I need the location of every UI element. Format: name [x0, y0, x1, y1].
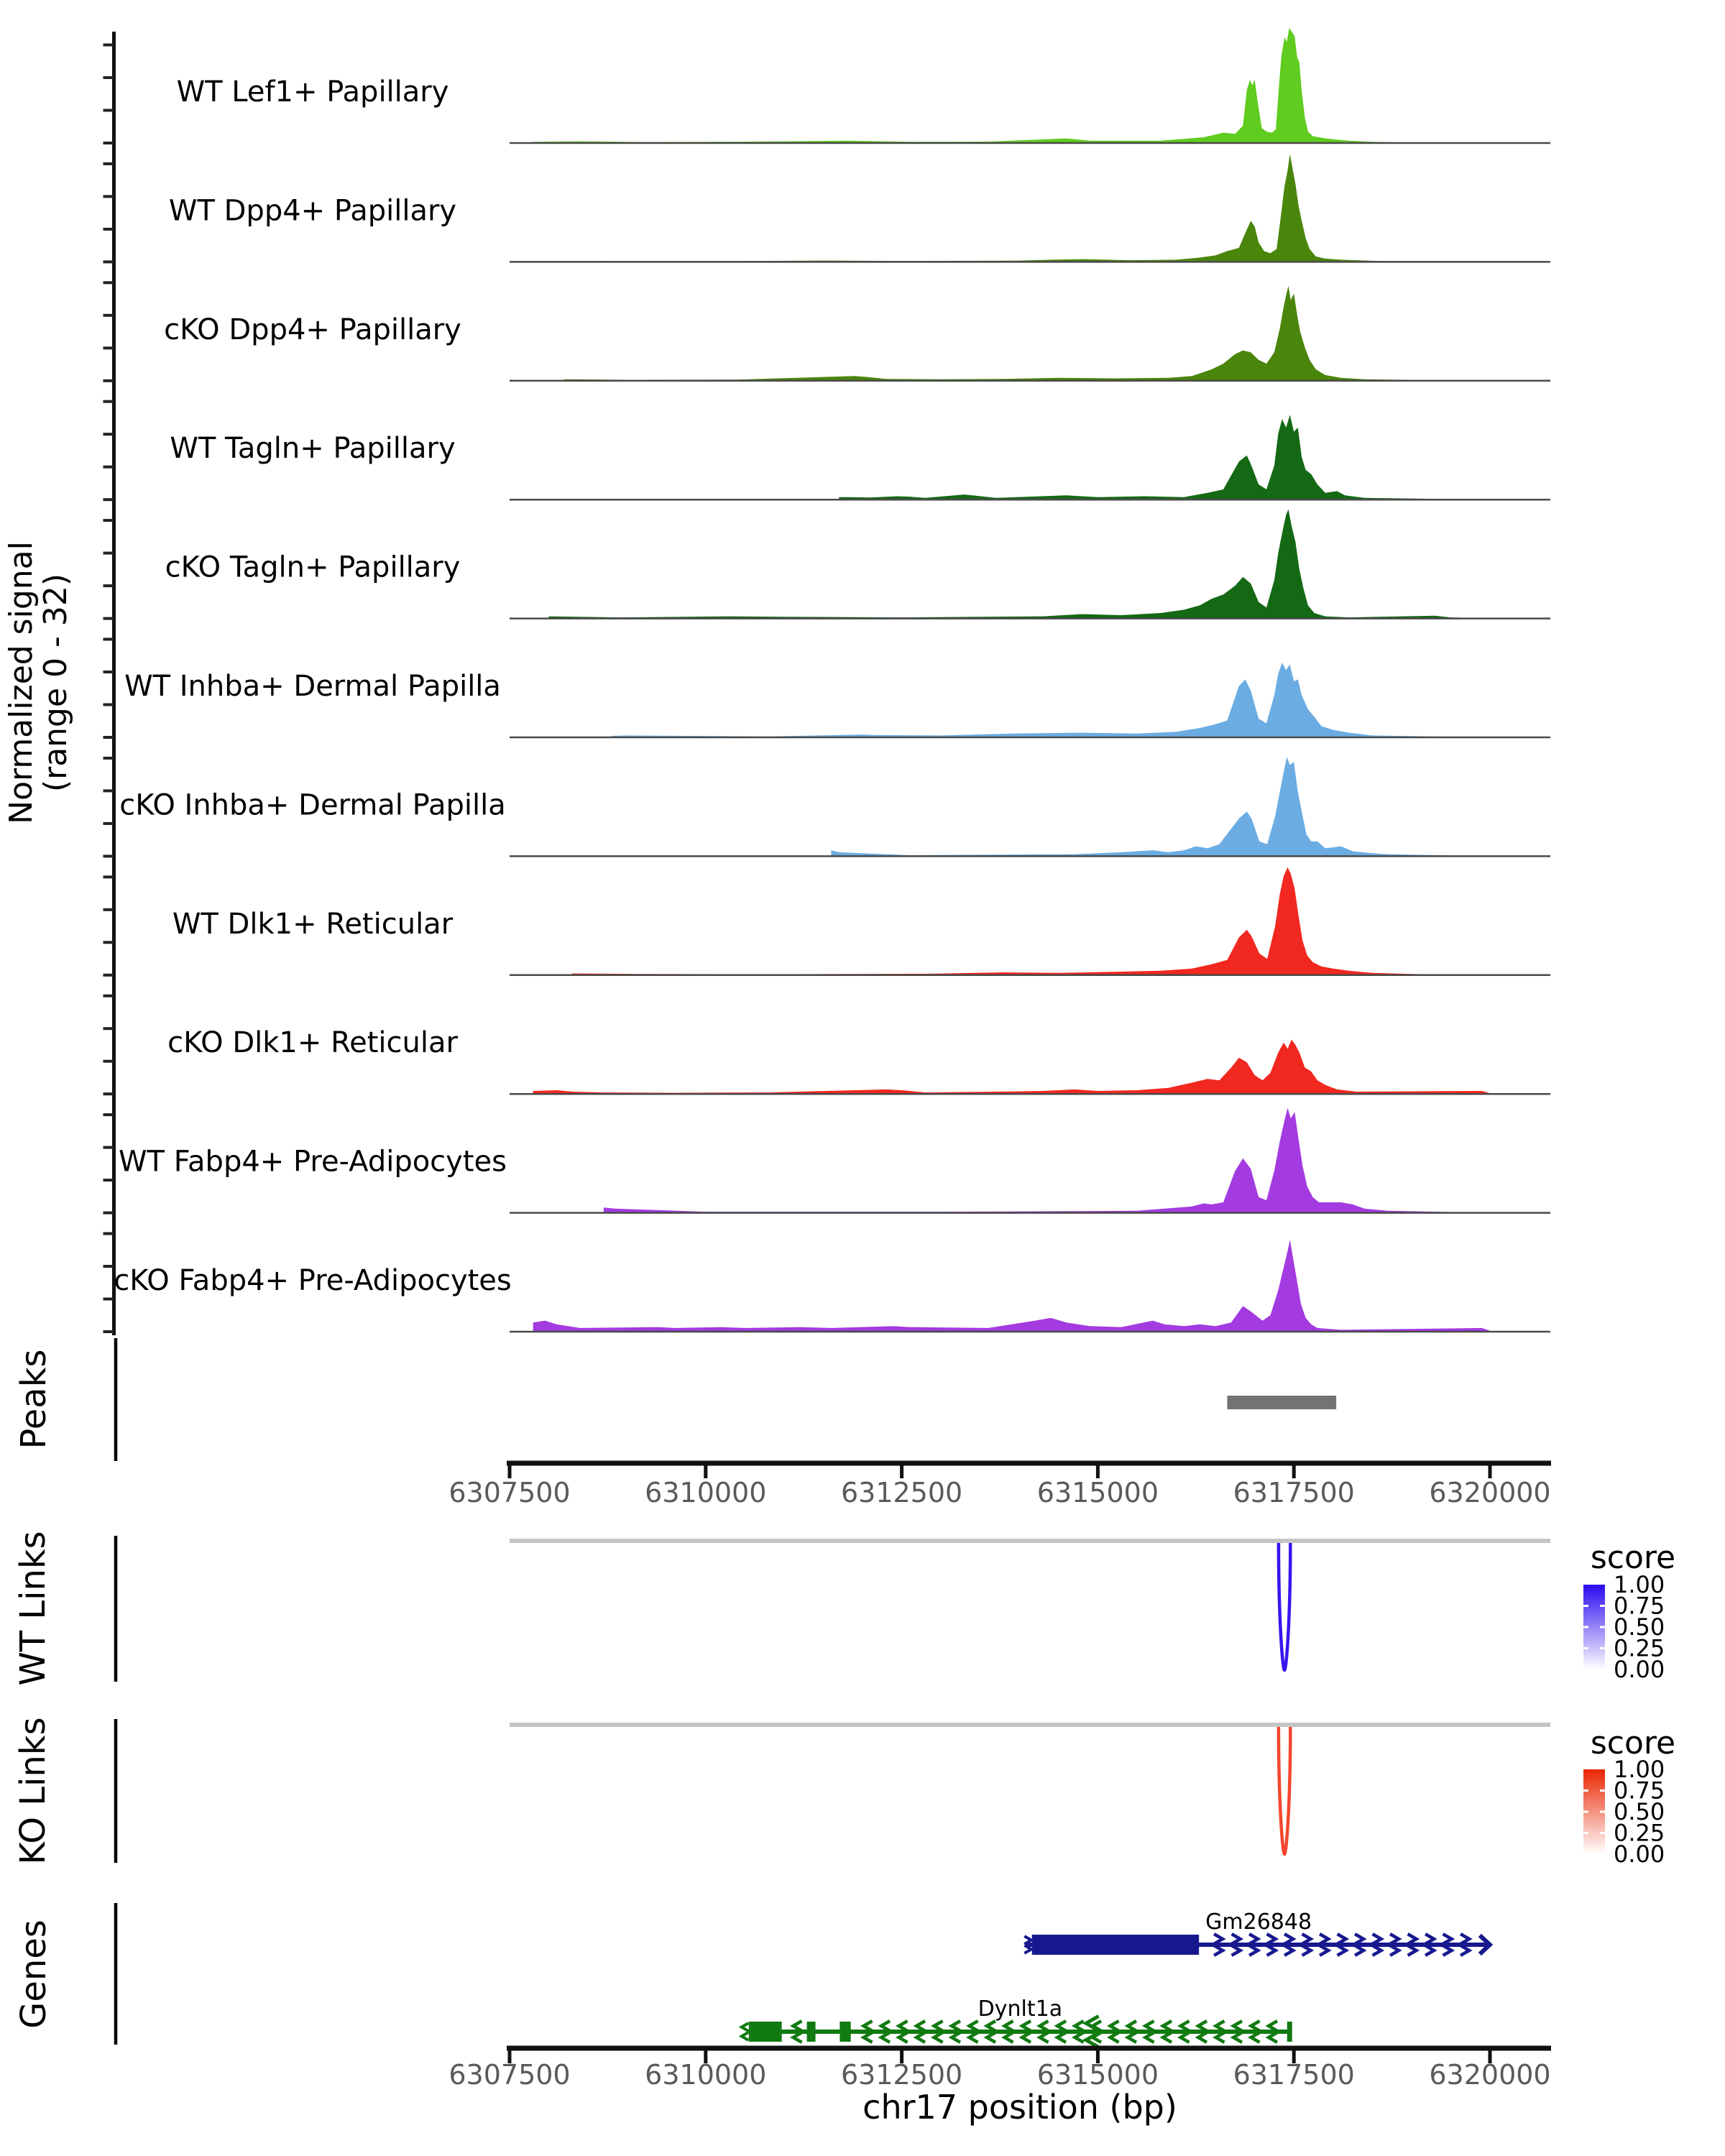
x-axis-title: chr17 position (bp): [862, 2088, 1177, 2127]
gene-strand-chevron: [1443, 1945, 1452, 1955]
gene-strand-chevron: [1110, 2021, 1119, 2031]
gene-strand-chevron: [1338, 1945, 1346, 1955]
track-label-2: WT Dpp4+ Papillary: [168, 194, 457, 228]
upper-position-axis: [448, 1463, 1551, 1508]
gene-strand-chevron: [1057, 2032, 1066, 2042]
score-tick-label: 0.00: [1614, 1841, 1665, 1868]
gene-strand-chevron: [1320, 1934, 1328, 1944]
track-label-3: cKO Dpp4+ Papillary: [164, 313, 461, 346]
gene-strand-chevron: [952, 2032, 960, 2042]
gene-strand-chevron: [916, 2032, 925, 2042]
gene-strand-chevron: [1460, 1934, 1469, 1944]
peaks-section-label: Peaks: [14, 1349, 54, 1450]
coverage-area-8: [572, 867, 1490, 975]
track-label-10: WT Fabp4+ Pre-Adipocytes: [119, 1145, 507, 1179]
score-tick-label: 0.75: [1614, 1777, 1665, 1805]
gene-strand-chevron: [1251, 2032, 1260, 2042]
coverage-area-10: [604, 1108, 1490, 1213]
peak-region-bar: [1227, 1396, 1336, 1409]
score-tick-label: 1.00: [1614, 1756, 1665, 1783]
gene-strand-chevron: [1022, 2032, 1031, 2042]
gene-strand-chevron: [899, 2032, 908, 2042]
gene-strand-chevron: [1146, 2032, 1154, 2042]
coverage-area-6: [612, 663, 1490, 737]
axis-tick-label: 6307500: [448, 1477, 571, 1508]
gene-strand-chevron: [794, 2021, 802, 2031]
axis-tick-label: 6320000: [1429, 2059, 1551, 2091]
colorbar-notch: [1583, 1789, 1588, 1792]
coverage-area-7: [831, 757, 1490, 856]
link-loop-0: [1279, 1543, 1290, 1670]
gene-strand-chevron: [1075, 2021, 1084, 2031]
gene-strand-chevron: [1233, 2021, 1242, 2031]
gene-strand-chevron: [1249, 1945, 1258, 1955]
gene-strand-chevron: [1373, 1934, 1381, 1944]
score-tick-label: 0.00: [1614, 1656, 1665, 1683]
ko-score-legend-title: score: [1590, 1725, 1676, 1761]
axis-tick-label: 6317500: [1233, 2059, 1355, 2091]
gene-strand-chevron: [1214, 1945, 1223, 1955]
gene-label-Gm26848: Gm26848: [1205, 1909, 1312, 1935]
gene-strand-chevron: [1005, 2021, 1013, 2031]
gene-strand-chevron: [1302, 1934, 1311, 1944]
axis-tick-label: 6317500: [1233, 1477, 1355, 1508]
gene-strand-chevron: [1267, 1945, 1276, 1955]
axis-tick-label: 6315000: [1036, 1477, 1159, 1508]
gene-strand-chevron: [1267, 1934, 1276, 1944]
gene-strand-chevron: [1040, 2021, 1049, 2031]
gene-strand-chevron: [1390, 1945, 1399, 1955]
gene-strand-chevron: [1355, 1945, 1363, 1955]
axis-tick-label: 6307500: [448, 2059, 571, 2091]
gene-strand-chevron: [1251, 2021, 1260, 2031]
gene-strand-chevron: [1022, 2021, 1031, 2031]
gene-strand-chevron: [1269, 2032, 1277, 2042]
colorbar-notch: [1600, 1789, 1605, 1792]
gene-strand-chevron: [1443, 1934, 1452, 1944]
gene-strand-chevron: [916, 2021, 925, 2031]
gene-strand-chevron: [1128, 2021, 1136, 2031]
track-label-1: WT Lef1+ Papillary: [176, 75, 449, 109]
gene-strand-chevron: [934, 2021, 943, 2031]
gene-strand-chevron: [952, 2021, 960, 2031]
score-tick-label: 0.50: [1614, 1798, 1665, 1825]
gene-exon-Dynlt1a: [749, 2022, 782, 2042]
axis-tick-label: 6310000: [645, 2059, 767, 2091]
axis-tick-label: 6320000: [1429, 1477, 1551, 1508]
gene-strand-chevron: [899, 2021, 908, 2031]
coverage-area-3: [564, 286, 1490, 381]
gene-strand-chevron: [1057, 2021, 1066, 2031]
score-tick-label: 0.25: [1614, 1634, 1665, 1662]
lower-position-axis: [448, 2048, 1551, 2091]
gene-strand-chevron: [970, 2032, 978, 2042]
track-label-9: cKO Dlk1+ Reticular: [167, 1026, 458, 1060]
gene-strand-chevron: [1198, 2032, 1207, 2042]
gene-strand-chevron: [1214, 1934, 1223, 1944]
gene-strand-chevron: [1232, 1945, 1241, 1955]
y-axis-label-line2: (range 0 - 32): [37, 573, 74, 793]
axis-tick-label: 6312500: [840, 2059, 963, 2091]
gene-strand-chevron: [1408, 1934, 1417, 1944]
gene-strand-chevron: [1128, 2032, 1136, 2042]
gene-strand-chevron: [970, 2021, 978, 2031]
track-label-5: cKO Tagln+ Papillary: [165, 550, 461, 584]
gene-strand-chevron: [1390, 1934, 1399, 1944]
score-tick-label: 1.00: [1614, 1571, 1665, 1598]
gene-strand-chevron: [1284, 1934, 1293, 1944]
gene-strand-chevron: [1302, 1945, 1311, 1955]
score-tick-label: 0.50: [1614, 1613, 1665, 1641]
colorbar-notch: [1600, 1832, 1605, 1834]
score-tick-label: 0.75: [1614, 1592, 1665, 1620]
colorbar-notch: [1583, 1811, 1588, 1813]
gene-strand-chevron: [1146, 2021, 1154, 2031]
gene-strand-chevron: [1216, 2032, 1225, 2042]
colorbar-notch: [1583, 1605, 1588, 1607]
gene-strand-chevron: [1216, 2021, 1225, 2031]
track-label-4: WT Tagln+ Papillary: [170, 432, 456, 466]
gene-strand-chevron: [742, 2023, 749, 2031]
gene-strand-chevron: [1198, 2021, 1207, 2031]
gene-strand-chevron: [1373, 1945, 1381, 1955]
track-label-8: WT Dlk1+ Reticular: [172, 907, 454, 941]
gene-strand-chevron: [1269, 2021, 1277, 2031]
coverage-area-4: [839, 415, 1490, 499]
coverage-area-11: [533, 1240, 1490, 1332]
gene-strand-chevron: [881, 2032, 890, 2042]
gene-strand-chevron: [1232, 1934, 1241, 1944]
gene-strand-chevron: [1233, 2032, 1242, 2042]
gene-strand-chevron: [1338, 1934, 1346, 1944]
gene-exon-Gm26848: [1032, 1935, 1199, 1955]
gene-strand-chevron: [794, 2032, 802, 2042]
coverage-tracks: [114, 28, 1550, 1332]
gene-strand-chevron: [864, 2021, 873, 2031]
colorbar-notch: [1600, 1605, 1605, 1607]
gene-strand-chevron: [1425, 1945, 1434, 1955]
track-label-11: cKO Fabp4+ Pre-Adipocytes: [114, 1264, 512, 1297]
gene-strand-chevron: [1460, 1945, 1469, 1955]
gene-strand-chevron: [1163, 2032, 1172, 2042]
signal-axis: [104, 32, 114, 1335]
colorbar-notch: [1600, 1811, 1605, 1813]
gene-strand-chevron: [1408, 1945, 1417, 1955]
gene-strand-chevron: [742, 2032, 749, 2040]
gene-strand-chevron: [1075, 2032, 1084, 2042]
gene-strand-chevron: [987, 2032, 995, 2042]
score-tick-label: 0.25: [1614, 1819, 1665, 1847]
gene-strand-chevron: [1249, 1934, 1258, 1944]
genes-track: [742, 1909, 1490, 2047]
gene-strand-chevron: [1284, 1945, 1293, 1955]
gene-strand-chevron: [1181, 2032, 1190, 2042]
wt-score-legend-title: score: [1590, 1539, 1676, 1576]
gene-exon-Dynlt1a: [807, 2022, 816, 2042]
colorbar-notch: [1583, 1832, 1588, 1834]
coverage-area-1: [533, 28, 1490, 143]
gene-strand-chevron: [1320, 1945, 1328, 1955]
ko-links-section-label: KO Links: [13, 1717, 53, 1865]
gene-strand-chevron: [987, 2021, 995, 2031]
gene-strand-chevron: [864, 2032, 873, 2042]
link-loop-1: [1279, 1727, 1290, 1854]
coverage-area-5: [549, 510, 1490, 619]
track-label-6: WT Inhba+ Dermal Papilla: [124, 670, 501, 703]
gene-strand-chevron: [1110, 2032, 1119, 2042]
gene-strand-chevron: [1005, 2032, 1013, 2042]
gene-tss-bar-Dynlt1a: [1287, 2022, 1292, 2042]
colorbar-notch: [1600, 1647, 1605, 1649]
gene-strand-chevron: [881, 2021, 890, 2031]
axis-tick-label: 6315000: [1036, 2059, 1159, 2091]
gene-strand-chevron: [1163, 2021, 1172, 2031]
gene-strand-chevron: [1425, 1934, 1434, 1944]
coverage-area-2: [596, 154, 1490, 262]
colorbar-notch: [1600, 1626, 1605, 1628]
gene-strand-chevron: [1355, 1934, 1363, 1944]
y-axis-label-line1: Normalized signal: [3, 541, 40, 824]
coverage-area-9: [533, 1040, 1490, 1095]
track-label-7: cKO Inhba+ Dermal Papilla: [119, 788, 506, 822]
colorbar-notch: [1583, 1626, 1588, 1628]
axis-tick-label: 6310000: [645, 1477, 767, 1508]
gene-exon-Dynlt1a: [840, 2022, 850, 2042]
links-tracks: [510, 1541, 1665, 1868]
colorbar-notch: [1583, 1647, 1588, 1649]
wt-links-section-label: WT Links: [13, 1531, 53, 1686]
gene-strand-chevron: [934, 2032, 943, 2042]
genes-section-label: Genes: [14, 1920, 54, 2029]
gene-strand-chevron: [1181, 2021, 1190, 2031]
gene-strand-chevron: [1040, 2032, 1049, 2042]
gene-label-Dynlt1a: Dynlt1a: [978, 1996, 1063, 2022]
axis-tick-label: 6312500: [840, 1477, 963, 1508]
peaks-track: [1227, 1396, 1336, 1409]
